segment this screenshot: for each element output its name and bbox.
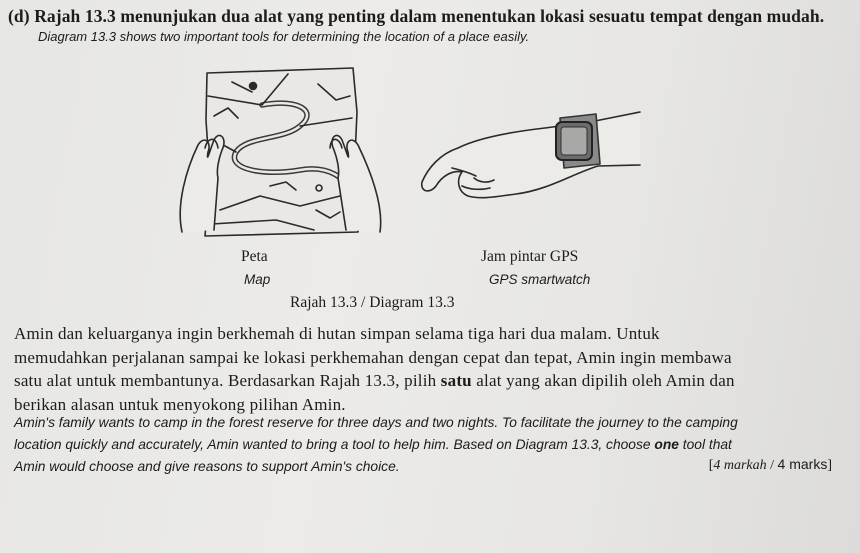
marks-bracket: [ [708, 458, 714, 473]
figure-caption: Rajah 13.3 / Diagram 13.3 [290, 294, 455, 311]
paragraph-ms-line [14, 369, 822, 393]
paragraph-en [14, 412, 826, 478]
emphasis-one: one [654, 437, 679, 452]
paragraph-en-line: Amin's family wants to camp in the forest reserve for three days and two nights. To facilitate the journey to the camping [14, 415, 738, 430]
map-label-en: Map [244, 272, 271, 287]
marks-allocation [709, 456, 832, 474]
question-label: (d) [8, 6, 30, 26]
marks-separator: / [770, 458, 775, 473]
watch-label-ms: Jam pintar GPS [481, 248, 579, 265]
map-illustration [180, 68, 380, 236]
paragraph-ms [14, 322, 822, 416]
paragraph-en-line: Amin would choose and give reasons to support Amin's choice. [14, 459, 400, 474]
paragraph-ms-line: Amin dan keluarganya ingin berkhemah di hutan simpan selama tiga hari dua malam. Untuk [14, 324, 660, 343]
smartwatch-illustration [422, 112, 640, 198]
paragraph-en-line [14, 434, 826, 456]
question-text-en: Diagram 13.3 shows two important tools for determining the location of a place easily. [38, 29, 530, 44]
paragraph-en-text: location quickly and accurately, Amin wanted to bring a tool to help him. Based on Diagram 13.3, choose [14, 437, 651, 452]
question-text-ms: Rajah 13.3 menunjukan dua alat yang penting dalam menentukan lokasi sesuatu tempat dengan mudah. [34, 6, 825, 26]
marks-bracket: ] [827, 458, 832, 473]
paragraph-en-text: tool that [682, 437, 732, 452]
marks-ms: 4 markah [713, 458, 767, 473]
paragraph-ms-line: berikan alasan untuk menyokong pilihan Amin. [14, 394, 346, 414]
question-heading [8, 6, 824, 27]
diagram-13-3 [0, 55, 860, 245]
map-label-ms: Peta [241, 248, 268, 265]
paragraph-ms-line: memudahkan perjalanan sampai ke lokasi perkhemahan dengan cepat dan tepat, Amin ingin membawa [14, 347, 732, 367]
emphasis-satu: satu [440, 371, 472, 390]
paragraph-ms-text: satu alat untuk membantunya. Berdasarkan Rajah 13.3, pilih [14, 371, 437, 390]
paragraph-ms-text: alat yang akan dipilih oleh Amin dan [476, 371, 735, 390]
watch-label-en: GPS smartwatch [489, 272, 591, 287]
marks-en: 4 marks [777, 456, 828, 472]
